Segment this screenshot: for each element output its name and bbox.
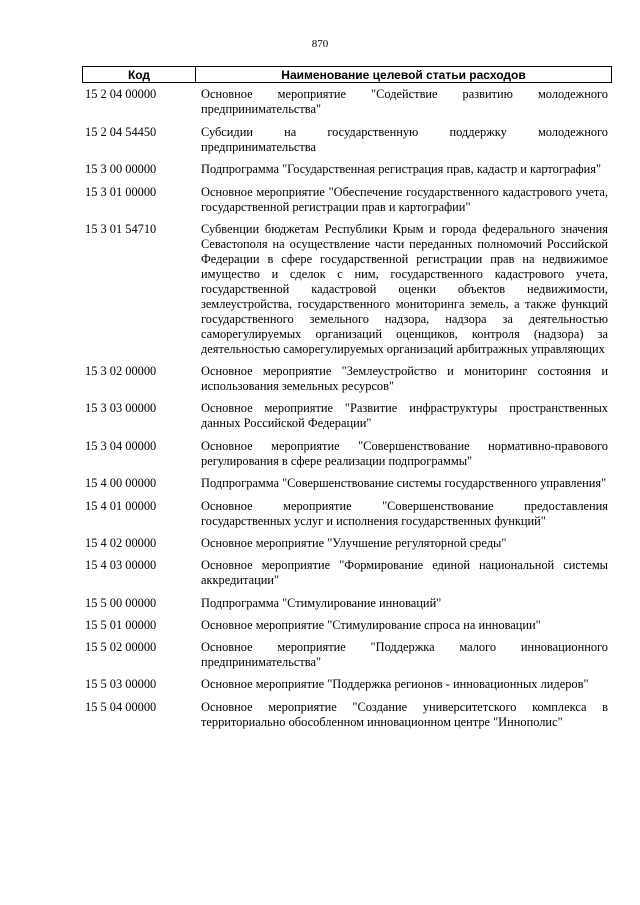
- row-name: Основное мероприятие "Содействие развитию молодежного предпринимательства": [201, 87, 608, 116]
- row-name: Основное мероприятие "Землеустройство и мониторинг состояния и использования земельных ресурсов": [201, 364, 608, 393]
- row-code: 15 3 00 00000: [85, 162, 157, 176]
- row-name: Основное мероприятие "Стимулирование спроса на инновации": [201, 618, 541, 632]
- page-number: 870: [311, 38, 329, 50]
- row-code: 15 5 04 00000: [85, 700, 157, 714]
- row-name: Основное мероприятие "Поддержка регионов - инновационных лидеров": [201, 677, 589, 691]
- header-code: Код: [83, 67, 196, 82]
- row-name: Основное мероприятие "Обеспечение государственного кадастрового учета, государственной регистрации прав и картографии": [201, 185, 608, 214]
- table-row: [82, 499, 612, 529]
- table-row: [82, 162, 612, 177]
- table-row: [82, 536, 612, 551]
- header-name: Наименование целевой статьи расходов: [281, 67, 526, 82]
- row-code: 15 3 01 54710: [85, 222, 157, 236]
- row-name: Субсидии на государственную поддержку молодежного предпринимательства: [201, 125, 608, 154]
- table-row: [82, 87, 612, 117]
- row-name: Субвенции бюджетам Республики Крым и города федерального значения Севастополя на осуществление части переданных полномочий Российской Федерации в сфере государственной регистрации прав на недвижимое имущество и сделок с ним, государственного кадастрового учета, государственной кадастровой оценки объектов недвижимости, землеустройства, государственного мониторинга земель, а также функций государственного земельного надзора, надзора за деятельностью саморегулируемых организаций оценщиков, контроля (надзора) за деятельностью саморегулируемых организаций арбитражных управляющих: [201, 222, 608, 356]
- row-name: Основное мероприятие "Совершенствование нормативно-правового регулирования в сфере реализации подпрограммы": [201, 439, 608, 468]
- row-code: 15 2 04 54450: [85, 125, 157, 139]
- row-code: 15 4 00 00000: [85, 476, 157, 490]
- row-code: 15 5 01 00000: [85, 618, 157, 632]
- table-row: [82, 185, 612, 215]
- row-name: Основное мероприятие "Создание университетского комплекса в территориально обособленном инновационном центре "Иннополис": [201, 700, 608, 729]
- row-name: Подпрограмма "Стимулирование инноваций": [201, 596, 442, 610]
- row-code: 15 3 04 00000: [85, 439, 157, 453]
- row-code: 15 3 01 00000: [85, 185, 157, 199]
- row-code: 15 4 03 00000: [85, 558, 157, 572]
- row-name: Основное мероприятие "Развитие инфраструктуры пространственных данных Российской Федерации": [201, 401, 608, 430]
- table-row: [82, 125, 612, 155]
- table-row: [82, 222, 612, 357]
- table-row: [82, 596, 612, 611]
- table-row: [82, 558, 612, 588]
- row-code: 15 5 03 00000: [85, 677, 157, 691]
- row-name: Основное мероприятие "Улучшение регуляторной среды": [201, 536, 507, 550]
- row-name: Основное мероприятие "Поддержка малого инновационного предпринимательства": [201, 640, 608, 669]
- row-name: Основное мероприятие "Формирование единой национальной системы аккредитации": [201, 558, 608, 587]
- row-code: 15 5 02 00000: [85, 640, 157, 654]
- row-code: 15 4 01 00000: [85, 499, 157, 513]
- table-row: [82, 476, 612, 491]
- table-body: [82, 87, 612, 737]
- row-code: 15 4 02 00000: [85, 536, 157, 550]
- row-code: 15 3 02 00000: [85, 364, 157, 378]
- row-code: 15 2 04 00000: [85, 87, 157, 101]
- table-row: [82, 700, 612, 730]
- table-row: [82, 640, 612, 670]
- table-row: [82, 401, 612, 431]
- row-code: 15 3 03 00000: [85, 401, 157, 415]
- table-row: [82, 439, 612, 469]
- row-name: Подпрограмма "Совершенствование системы государственного управления": [201, 476, 607, 490]
- table-row: [82, 364, 612, 394]
- row-code: 15 5 00 00000: [85, 596, 157, 610]
- row-name: Подпрограмма "Государственная регистрация прав, кадастр и картография": [201, 162, 602, 176]
- table-header: [82, 66, 612, 83]
- row-name: Основное мероприятие "Совершенствование предоставления государственных услуг и исполнения государственных функций": [201, 499, 608, 528]
- table-row: [82, 677, 612, 692]
- table-row: [82, 618, 612, 633]
